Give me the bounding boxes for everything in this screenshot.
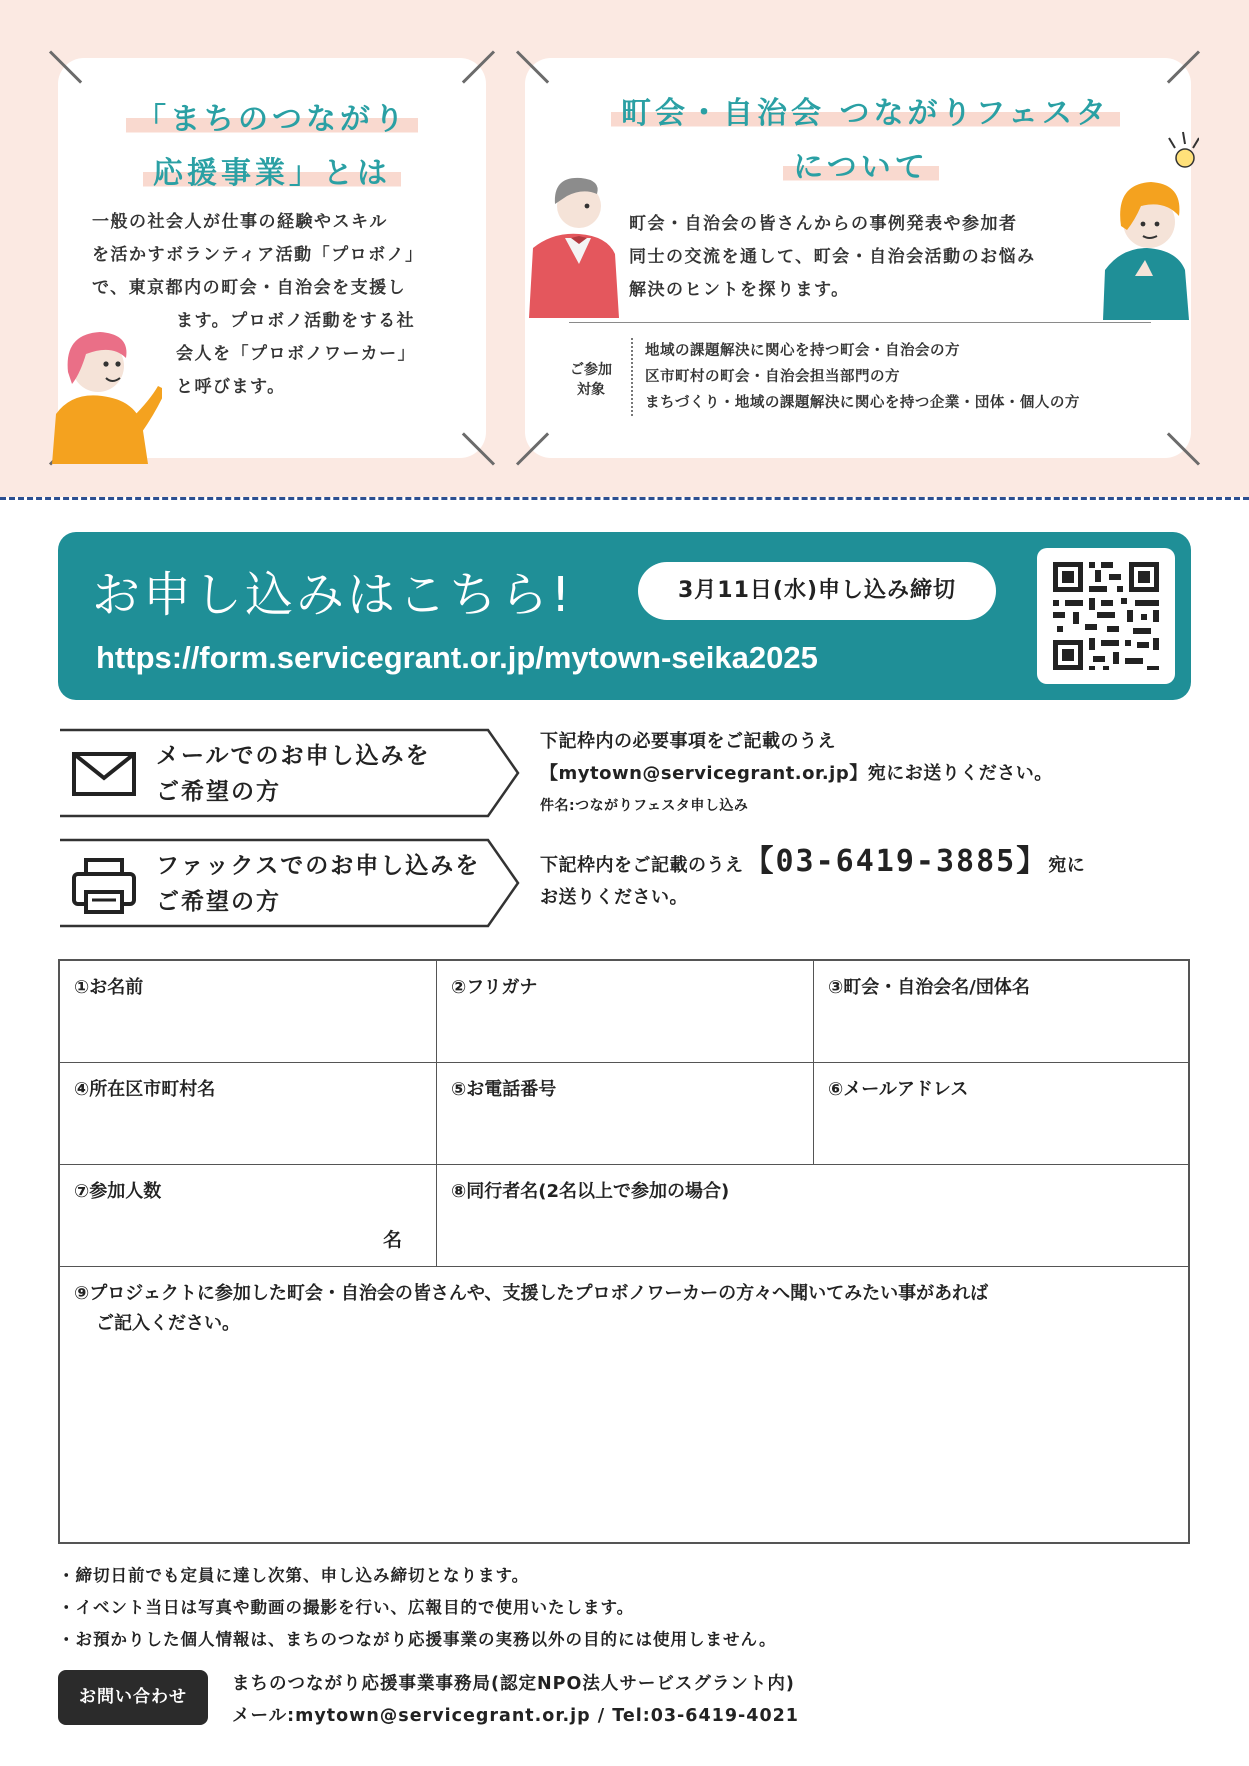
about-festa-title xyxy=(611,88,1111,186)
desc-line: 下記枠内をご記載のうえ xyxy=(540,855,744,876)
contact-office: まちのつながり応援事業事務局(認定NPO法人サービスグラント内) xyxy=(232,1674,795,1694)
furigana-field[interactable] xyxy=(437,961,814,1063)
fax-method-label xyxy=(156,848,480,920)
method-label-line: メールでのお申し込みを xyxy=(156,743,431,769)
field-label: ⑤お電話番号 xyxy=(451,1079,557,1100)
envelope-icon xyxy=(70,748,140,798)
about-festa-title-line2: について xyxy=(783,142,938,186)
cut-line-divider xyxy=(0,497,1249,500)
target-item: 地域の課題解決に関心を持つ町会・自治会の方 xyxy=(645,343,960,359)
contact-details[interactable]: メール:mytown@servicegrant.or.jp / Tel:03-6419-4021 xyxy=(232,1706,799,1726)
application-form xyxy=(58,959,1190,1544)
target-label-line: ご参加 xyxy=(570,362,612,378)
email-address-text[interactable]: 【mytown@servicegrant.or.jp】宛にお送りください。 xyxy=(540,763,1053,784)
field-label: ②フリガナ xyxy=(451,977,538,998)
desc-line: お送りください。 xyxy=(540,887,688,908)
method-label-line: ご希望の方 xyxy=(156,779,281,805)
body-line: で、東京都内の町会・自治会を支援し xyxy=(92,278,407,298)
body-line: 解決のヒントを探ります。 xyxy=(629,280,850,300)
deadline-pill: 3月11日(水)申し込み締切 xyxy=(638,562,996,620)
field-label: ⑥メールアドレス xyxy=(828,1079,969,1100)
field-label: ⑧同行者名(2名以上で参加の場合) xyxy=(451,1181,730,1202)
fax-method-description xyxy=(540,846,1085,914)
about-festa-body xyxy=(629,208,1036,307)
festa-divider xyxy=(569,322,1151,323)
target-item: まちづくり・地域の課題解決に関心を持つ企業・団体・個人の方 xyxy=(645,395,1080,411)
phone-field[interactable] xyxy=(437,1063,814,1165)
man-in-jacket-illustration xyxy=(523,168,633,318)
field-label: ③町会・自治会名/団体名 xyxy=(828,977,1030,998)
target-audience-list xyxy=(631,338,1080,416)
field-label: ⑨プロジェクトに参加した町会・自治会の皆さんや、支援したプロボノワーカーの方々へ聞いてみたい事があれば xyxy=(74,1283,989,1304)
companions-field[interactable] xyxy=(437,1165,1188,1267)
target-item: 区市町村の町会・自治会担当部門の方 xyxy=(645,369,900,385)
unit-label: 名 xyxy=(382,1229,402,1251)
field-label: ご記入ください。 xyxy=(96,1313,240,1334)
about-festa-card xyxy=(525,58,1191,458)
apply-title: お申し込みはこちら! xyxy=(92,567,574,623)
field-label: ①お名前 xyxy=(74,977,144,998)
desc-line: 下記枠内の必要事項をご記載のうえ xyxy=(540,731,836,752)
method-label-line: ファックスでのお申し込みを xyxy=(156,853,481,879)
contact-info xyxy=(232,1668,799,1732)
qr-code-graphic xyxy=(1037,548,1175,684)
about-project-card xyxy=(58,58,486,458)
note-item: ・イベント当日は写真や動画の撮影を行い、広報目的で使用いたします。 xyxy=(58,1598,635,1617)
note-item: ・締切日前でも定員に達し次第、申し込み締切となります。 xyxy=(58,1566,530,1585)
email-method-description xyxy=(540,726,1053,822)
body-line: 会人を「プロボノワーカー」 xyxy=(176,344,417,364)
desc-line: 宛に xyxy=(1048,855,1086,876)
body-line: ます。プロボノ活動をする社 xyxy=(176,311,416,331)
body-line: と呼びます。 xyxy=(176,377,286,397)
body-line: 一般の社会人が仕事の経験やスキル xyxy=(92,212,388,232)
target-label-line: 対象 xyxy=(577,382,605,398)
about-festa-title-line1: 町会・自治会 つながりフェスタ xyxy=(611,88,1120,132)
organization-field[interactable] xyxy=(814,961,1188,1063)
name-field[interactable] xyxy=(60,961,437,1063)
fax-icon xyxy=(70,858,140,908)
method-label-line: ご希望の方 xyxy=(156,889,281,915)
fax-method-banner xyxy=(58,838,520,928)
woman-presenter-illustration xyxy=(42,314,162,464)
body-line: 同士の交流を通して、町会・自治会活動のお悩み xyxy=(629,247,1036,267)
qr-code-icon[interactable] xyxy=(1037,548,1175,684)
apply-banner xyxy=(58,532,1191,700)
email-method-banner xyxy=(58,728,520,818)
note-item: ・お預かりした個人情報は、まちのつながり応援事業の実務以外の目的には使用しません。 xyxy=(58,1630,777,1649)
about-project-title xyxy=(126,94,418,192)
body-line: 町会・自治会の皆さんからの事例発表や参加者 xyxy=(629,214,1018,234)
field-label: ⑦参加人数 xyxy=(74,1181,162,1202)
notes-list xyxy=(58,1560,777,1656)
municipality-field[interactable] xyxy=(60,1063,437,1165)
fax-number-text: 【03-6419-3885】 xyxy=(743,844,1049,879)
field-label: ④所在区市町村名 xyxy=(74,1079,216,1100)
woman-thinking-illustration xyxy=(1099,130,1199,320)
target-audience-label xyxy=(561,360,621,400)
email-field[interactable] xyxy=(814,1063,1188,1165)
participant-count-field[interactable] xyxy=(60,1165,437,1267)
about-project-title-line2: 応援事業」とは xyxy=(143,148,401,192)
apply-url-link[interactable]: https://form.servicegrant.or.jp/mytown-seika2025 xyxy=(96,640,818,675)
about-project-title-line1: 「まちのつながり xyxy=(126,94,418,138)
questions-field[interactable] xyxy=(60,1267,1188,1542)
email-method-label xyxy=(156,738,431,810)
email-subject-text: 件名:つながりフェスタ申し込み xyxy=(540,798,749,814)
contact-badge: お問い合わせ xyxy=(58,1670,208,1725)
body-line: を活かすボランティア活動「プロボノ」 xyxy=(92,245,424,265)
